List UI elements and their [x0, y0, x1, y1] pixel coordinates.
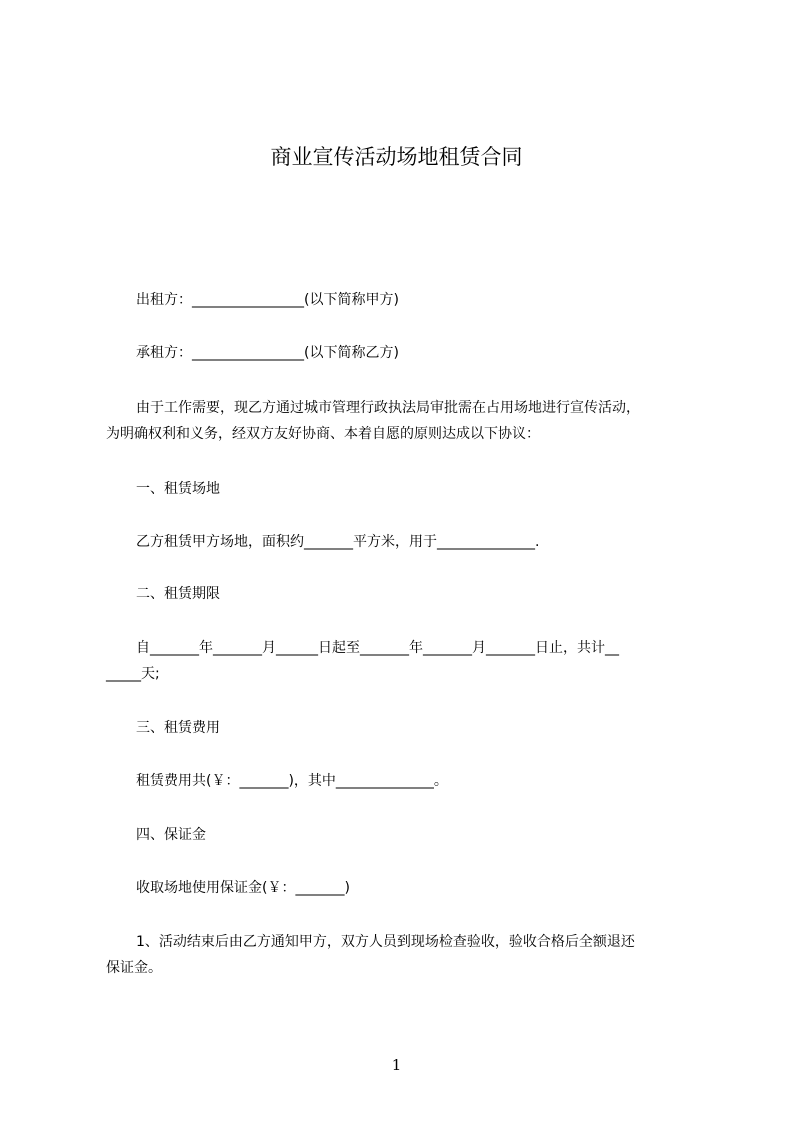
section-2-body-line-1: 自_______年_______月______日起至_______年_______月_______日止，共计__ — [136, 640, 619, 656]
lessee-line: 承租方：________________(以下简称乙方) — [136, 345, 399, 361]
section-1-body: 乙方租赁甲方场地，面积约_______平方米，用于______________. — [136, 534, 540, 550]
clause-1-line-1: 1、活动结束后由乙方通知甲方，双方人员到现场检查验收，验收合格后全额退还 — [136, 934, 635, 950]
section-2-body-line-2: _____天; — [106, 666, 160, 682]
clause-1-line-2: 保证金。 — [106, 960, 162, 976]
section-3-heading: 三、租赁费用 — [136, 720, 220, 736]
section-2-heading: 二、租赁期限 — [136, 586, 220, 602]
section-1-heading: 一、租赁场地 — [136, 481, 220, 497]
section-3-body: 租赁费用共(￥：_______)，其中______________。 — [136, 773, 448, 789]
page-number: 1 — [391, 1056, 402, 1074]
page-title: 商业宣传活动场地租赁合同 — [270, 145, 523, 169]
intro-paragraph-line-2: 为明确权利和义务，经双方友好协商、本着自愿的原则达成以下协议： — [106, 426, 540, 442]
lessor-line: 出租方：________________(以下简称甲方) — [136, 292, 399, 308]
section-4-heading: 四、保证金 — [136, 827, 206, 843]
section-4-body: 收取场地使用保证金(￥：_______) — [136, 880, 350, 896]
intro-paragraph-line-1: 由于工作需要，现乙方通过城市管理行政执法局审批需在占用场地进行宣传活动， — [136, 400, 640, 416]
